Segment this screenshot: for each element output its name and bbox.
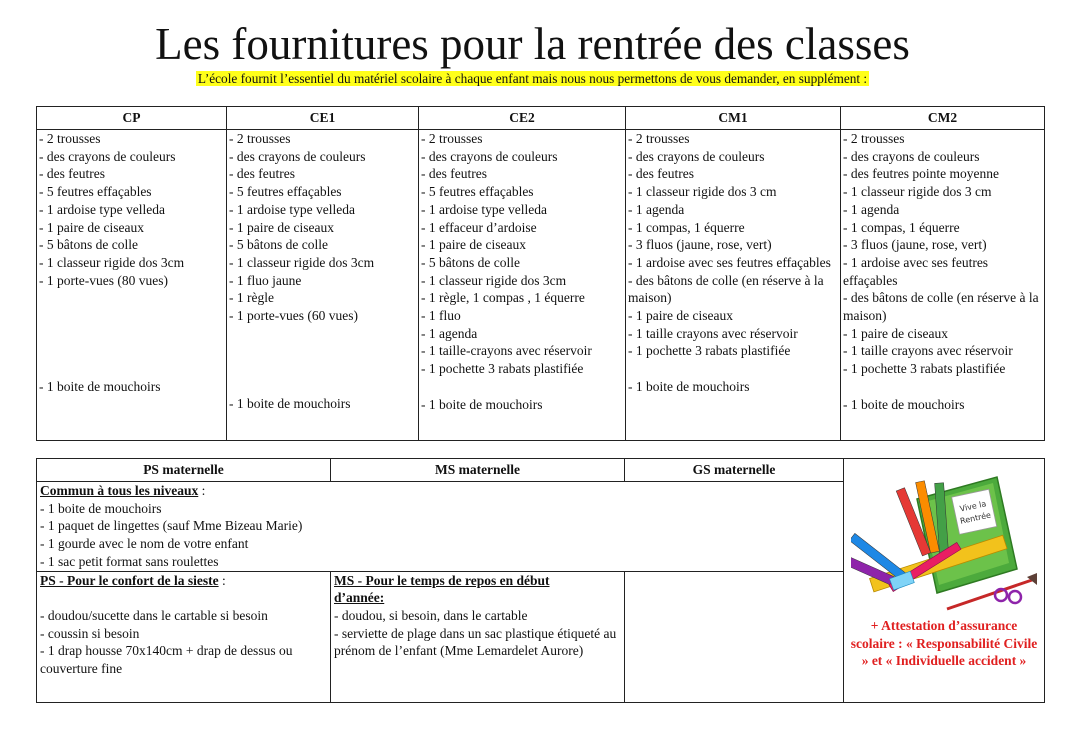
school-supplies-illustration bbox=[851, 467, 1037, 617]
list-item: - 1 compas, 1 équerre bbox=[843, 219, 960, 235]
common-title: Commun à tous les niveaux bbox=[40, 483, 199, 498]
list-item: - des feutres bbox=[39, 166, 105, 182]
list-item: - 2 trousses bbox=[421, 131, 483, 146]
ms-cell bbox=[331, 571, 625, 702]
common-colon: : bbox=[198, 483, 206, 498]
list-item: - 5 feutres effaçables bbox=[421, 184, 534, 200]
list-item: - 1 taille crayons avec réservoir bbox=[843, 343, 1013, 359]
list-item: - des crayons de couleurs bbox=[628, 148, 765, 164]
list-item: - 3 fluos (jaune, rose, vert) bbox=[843, 237, 987, 253]
ps-colon: : bbox=[218, 572, 226, 588]
gs-cell bbox=[625, 571, 844, 702]
list-item: - 1 paquet de lingettes (sauf Mme Bizeau Marie) bbox=[40, 518, 303, 534]
list-item: - des feutres bbox=[628, 166, 694, 182]
list-item: - 1 ardoise type velleda bbox=[421, 201, 547, 217]
list-item: - 1 agenda bbox=[843, 201, 900, 217]
list-item: - 1 boite de mouchoirs bbox=[843, 396, 965, 412]
list-item: - 1 fluo jaune bbox=[229, 272, 302, 288]
list-item: - des crayons de couleurs bbox=[843, 148, 980, 164]
list-item: - 5 bâtons de colle bbox=[421, 254, 520, 270]
list-item: - 2 trousses bbox=[628, 131, 690, 146]
grades-header-row bbox=[37, 107, 1045, 130]
list-item: - 3 fluos (jaune, rose, vert) bbox=[628, 237, 772, 253]
header-ms: MS maternelle bbox=[331, 459, 625, 482]
list-item: - 5 bâtons de colle bbox=[229, 237, 328, 253]
list-item: - 1 porte-vues (60 vues) bbox=[229, 308, 358, 324]
list-item: - 1 effaceur d’ardoise bbox=[421, 219, 537, 235]
list-item: - 1 paire de ciseaux bbox=[628, 308, 733, 324]
list-item: - 1 boite de mouchoirs bbox=[229, 396, 351, 412]
list-item: - coussin si besoin bbox=[40, 625, 140, 641]
header-gs: GS maternelle bbox=[625, 459, 844, 482]
list-item: - 1 boite de mouchoirs bbox=[39, 378, 161, 394]
list-item: - 1 classeur rigide dos 3cm bbox=[39, 254, 185, 270]
list-item: - 1 ardoise avec ses feutres effaçables bbox=[628, 254, 831, 270]
list-item: - des crayons de couleurs bbox=[421, 148, 558, 164]
list-item: - 1 classeur rigide dos 3 cm bbox=[843, 184, 992, 200]
list-item: - des bâtons de colle (en réserve à la maison) bbox=[628, 272, 824, 306]
insurance-notice: + Attestation d’assurance scolaire : « Responsabilité Civile » et « Individuelle accident » bbox=[850, 618, 1038, 669]
list-item: - des bâtons de colle (en réserve à la maison) bbox=[843, 290, 1039, 324]
list-item: - 1 ardoise avec ses feutres effaçables bbox=[843, 254, 989, 288]
list-item: - 1 porte-vues (80 vues) bbox=[39, 272, 168, 288]
list-item: - 1 boite de mouchoirs bbox=[628, 378, 750, 394]
list-item: - 1 paire de ciseaux bbox=[843, 325, 948, 341]
subtitle-wrap bbox=[0, 70, 1065, 88]
list-item: - 1 classeur rigide dos 3cm bbox=[229, 254, 375, 270]
list-item: - 1 règle, 1 compas , 1 équerre bbox=[421, 290, 585, 306]
list-item: - 5 bâtons de colle bbox=[39, 237, 138, 253]
list-item: - 1 ardoise type velleda bbox=[229, 201, 355, 217]
list-item: - 1 pochette 3 rabats plastifiée bbox=[843, 361, 1006, 377]
list-item: - 1 fluo bbox=[421, 308, 461, 324]
list-item: - 1 paire de ciseaux bbox=[421, 237, 526, 253]
ps-title: PS - Pour le confort de la sieste bbox=[40, 572, 219, 588]
list-item: - 1 paire de ciseaux bbox=[39, 219, 144, 235]
list-item: - des feutres bbox=[229, 166, 295, 182]
ce1-column bbox=[227, 130, 419, 441]
list-item: - doudou/sucette dans le cartable si besoin bbox=[40, 607, 268, 623]
list-item: - 1 agenda bbox=[421, 325, 478, 341]
list-item: - 5 feutres effaçables bbox=[39, 184, 152, 200]
header-cm2: CM2 bbox=[841, 107, 1045, 130]
cm1-column bbox=[626, 130, 841, 441]
header-ce2: CE2 bbox=[419, 107, 626, 130]
list-item: - 5 feutres effaçables bbox=[229, 184, 342, 200]
list-item: - 1 paire de ciseaux bbox=[229, 219, 334, 235]
list-item: - 1 classeur rigide dos 3cm bbox=[421, 272, 567, 288]
header-ce1: CE1 bbox=[227, 107, 419, 130]
list-item: - doudou, si besoin, dans le cartable bbox=[334, 607, 528, 623]
list-item: - 1 boite de mouchoirs bbox=[40, 500, 162, 516]
list-item: - 1 sac petit format sans roulettes bbox=[40, 553, 219, 569]
header-cm1: CM1 bbox=[626, 107, 841, 130]
list-item: - 1 boite de mouchoirs bbox=[421, 396, 543, 412]
list-item: - 2 trousses bbox=[843, 131, 905, 146]
list-item: - 2 trousses bbox=[39, 131, 101, 146]
list-item: - 1 agenda bbox=[628, 201, 685, 217]
note-text-2: Rentrée bbox=[959, 510, 992, 526]
note-text-1: Vive la bbox=[958, 499, 988, 514]
list-item: - des crayons de couleurs bbox=[229, 148, 366, 164]
maternelle-header-row bbox=[37, 459, 1045, 482]
subtitle: L’école fournit l’essentiel du matériel scolaire à chaque enfant mais nous nous permettons de vous demander, en supplément : bbox=[197, 71, 868, 86]
maternelle-table bbox=[36, 458, 1045, 703]
cm2-column bbox=[841, 130, 1045, 441]
grades-body-row bbox=[37, 130, 1045, 441]
list-item: - serviette de plage dans un sac plastique étiqueté au prénom de l’enfant (Mme Lemardelet Aurore) bbox=[334, 625, 617, 659]
list-item: - des feutres pointe moyenne bbox=[843, 166, 999, 182]
list-item: - des feutres bbox=[421, 166, 487, 182]
ps-cell bbox=[37, 571, 331, 702]
list-item: - 1 règle bbox=[229, 290, 274, 306]
illustration-cell bbox=[844, 459, 1045, 703]
ce2-column bbox=[419, 130, 626, 441]
header-ps: PS maternelle bbox=[37, 459, 331, 482]
header-cp: CP bbox=[37, 107, 227, 130]
list-item: - 2 trousses bbox=[229, 131, 291, 146]
list-item: - des crayons de couleurs bbox=[39, 148, 176, 164]
list-item: - 1 compas, 1 équerre bbox=[628, 219, 745, 235]
list-item: - 1 ardoise type velleda bbox=[39, 201, 165, 217]
grades-table bbox=[36, 106, 1045, 441]
list-item: - 1 pochette 3 rabats plastifiée bbox=[421, 361, 584, 377]
common-cell bbox=[37, 482, 844, 572]
cp-column bbox=[37, 130, 227, 441]
list-item: - 1 pochette 3 rabats plastifiée bbox=[628, 343, 791, 359]
list-item: - 1 taille crayons avec réservoir bbox=[628, 325, 798, 341]
list-item: - 1 taille-crayons avec réservoir bbox=[421, 343, 592, 359]
list-item: - 1 gourde avec le nom de votre enfant bbox=[40, 536, 249, 552]
ms-title: MS - Pour le temps de repos en début d’année: bbox=[334, 572, 550, 606]
list-item: - 1 classeur rigide dos 3 cm bbox=[628, 184, 777, 200]
page-title: Les fournitures pour la rentrée des classes bbox=[155, 19, 910, 69]
list-item: - 1 drap housse 70x140cm + drap de dessus ou couverture fine bbox=[40, 643, 293, 677]
